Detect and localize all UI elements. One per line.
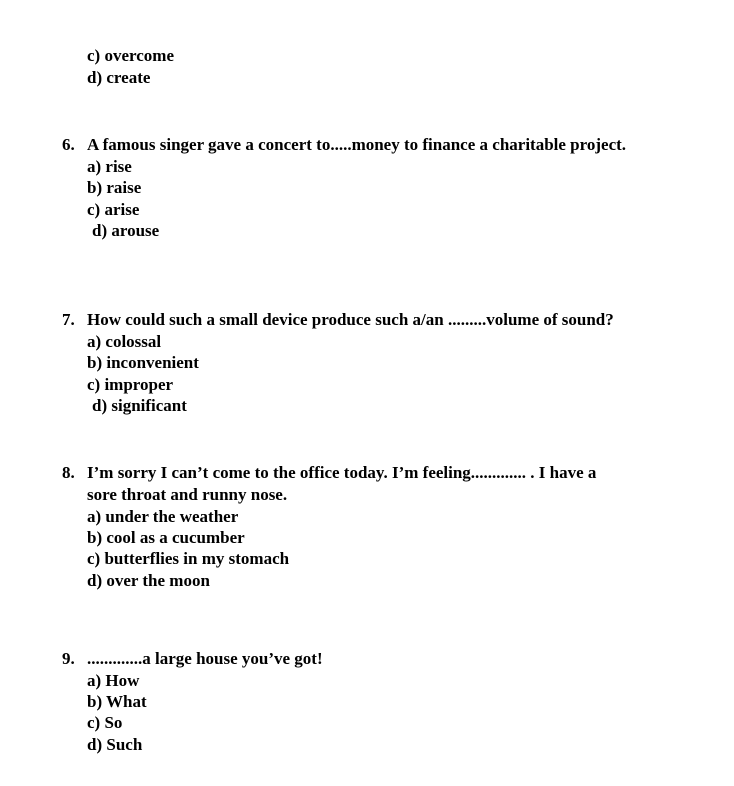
- option-d: d) arouse: [92, 221, 160, 240]
- option-a: a) under the weather: [87, 507, 239, 526]
- option-b: b) What: [87, 692, 147, 711]
- question-number: 9.: [62, 649, 75, 668]
- option-c: c) improper: [87, 375, 174, 394]
- option-d: d) over the moon: [87, 571, 210, 590]
- question-stem: A famous singer gave a concert to.....money to finance a charitable project.: [87, 135, 627, 154]
- option-line: d) create: [87, 68, 151, 87]
- option-c: c) arise: [87, 200, 140, 219]
- option-a: a) rise: [87, 157, 132, 176]
- question-stem: How could such a small device produce such a/an .........volume of sound?: [87, 310, 614, 329]
- option-a: a) colossal: [87, 332, 162, 351]
- option-d: d) significant: [92, 396, 187, 415]
- question-stem: .............a large house you’ve got!: [87, 649, 323, 668]
- option-c: c) butterflies in my stomach: [87, 549, 290, 568]
- option-b: b) cool as a cucumber: [87, 528, 245, 547]
- question-number: 6.: [62, 135, 75, 154]
- option-d: d) Such: [87, 735, 143, 754]
- option-c: c) So: [87, 713, 123, 732]
- option-a: a) How: [87, 671, 140, 690]
- question-number: 8.: [62, 463, 75, 482]
- option-line: c) overcome: [87, 46, 174, 65]
- question-number: 7.: [62, 310, 75, 329]
- option-b: b) raise: [87, 178, 142, 197]
- question-stem: I’m sorry I can’t come to the office today. I’m feeling............. . I have a: [87, 463, 597, 482]
- question-stem-continued: sore throat and runny nose.: [87, 485, 288, 504]
- option-b: b) inconvenient: [87, 353, 199, 372]
